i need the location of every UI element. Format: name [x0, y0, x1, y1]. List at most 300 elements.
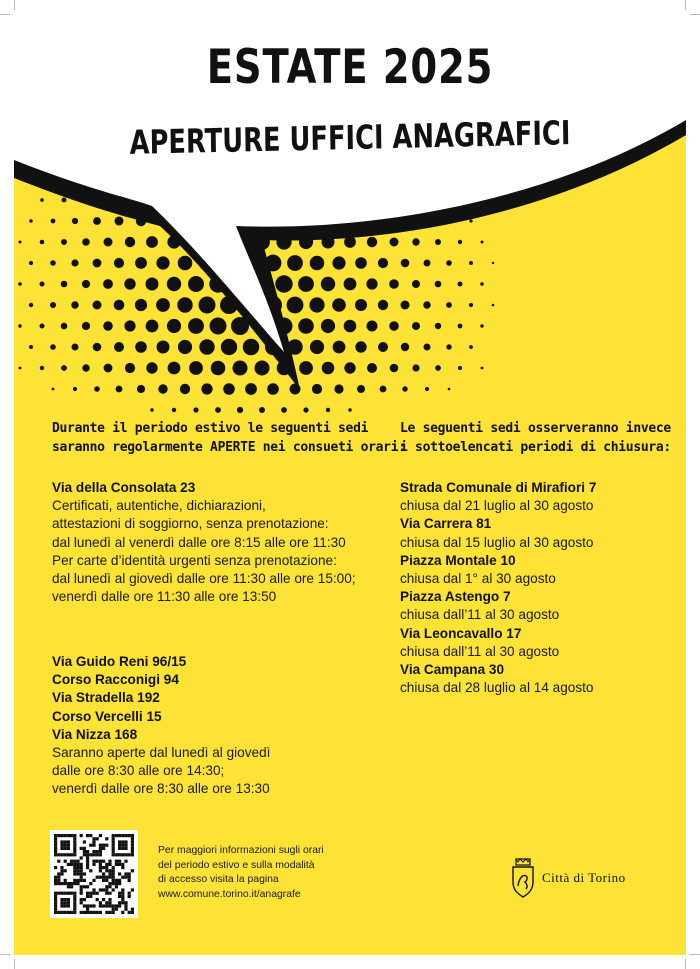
qr-module — [102, 898, 105, 901]
halftone-dot — [425, 387, 429, 391]
qr-module — [118, 895, 121, 898]
qr-module — [60, 844, 63, 847]
qr-module — [128, 892, 131, 895]
qr-module — [108, 876, 111, 879]
halftone-dot — [72, 344, 79, 351]
closed-office-period: chiusa dal 1° al 30 agosto — [400, 571, 556, 587]
qr-module — [76, 882, 79, 885]
halftone-dot — [389, 321, 399, 331]
qr-module — [64, 853, 67, 856]
qr-module — [112, 911, 115, 914]
halftone-dot — [193, 407, 198, 412]
qr-module — [70, 834, 73, 837]
halftone-dot — [199, 297, 216, 314]
qr-module — [80, 856, 83, 859]
qr-module — [60, 834, 63, 837]
halftone-dot — [332, 256, 345, 269]
halftone-dot — [412, 280, 420, 288]
halftone-dot — [104, 238, 113, 247]
qr-module — [118, 879, 121, 882]
qr-module — [80, 885, 83, 888]
qr-module — [115, 879, 118, 882]
qr-module — [102, 872, 105, 875]
qr-module — [92, 911, 95, 914]
halftone-dot — [40, 324, 45, 329]
halftone-dot — [435, 323, 441, 329]
halftone-dot — [93, 343, 102, 352]
halftone-dot — [29, 303, 33, 307]
office-detail: dalle ore 8:30 alle ore 14:30; — [52, 763, 225, 779]
qr-module — [76, 860, 79, 863]
qr-module — [124, 904, 127, 907]
halftone-dot — [287, 297, 304, 314]
qr-module — [54, 911, 57, 914]
qr-module — [83, 879, 86, 882]
info-line: del periodo estivo e sulla modalità — [158, 859, 315, 871]
qr-module — [60, 853, 63, 856]
qr-module — [89, 853, 92, 856]
qr-module — [121, 901, 124, 904]
qr-module — [128, 895, 131, 898]
qr-module — [57, 834, 60, 837]
qr-module — [92, 840, 95, 843]
halftone-dot — [322, 362, 335, 375]
qr-module — [67, 892, 70, 895]
halftone-dot — [367, 363, 377, 373]
halftone-dot — [303, 407, 308, 412]
qr-module — [86, 885, 89, 888]
qr-module — [124, 834, 127, 837]
qr-module — [89, 911, 92, 914]
qr-module — [86, 911, 89, 914]
qr-module — [80, 869, 83, 872]
info-text — [158, 844, 324, 902]
halftone-dot — [380, 386, 387, 393]
halftone-dot — [135, 257, 147, 269]
qr-module — [64, 901, 67, 904]
qr-module — [118, 901, 121, 904]
qr-module — [108, 892, 111, 895]
qr-module — [92, 850, 95, 853]
halftone-dot — [50, 344, 56, 350]
qr-module — [86, 908, 89, 911]
halftone-dot — [115, 217, 124, 226]
qr-module — [96, 837, 99, 840]
qr-module — [80, 866, 83, 869]
qr-module — [73, 850, 76, 853]
qr-module — [86, 834, 89, 837]
halftone-dot — [93, 301, 102, 310]
intro-line: i sottoelencati periodi di chiusura: — [400, 440, 671, 455]
qr-module — [80, 834, 83, 837]
halftone-dot — [114, 342, 124, 352]
qr-module — [73, 895, 76, 898]
halftone-dot — [321, 277, 335, 291]
qr-module — [60, 866, 63, 869]
qr-module — [105, 876, 108, 879]
halftone-dot — [210, 318, 227, 335]
halftone-dot — [215, 407, 221, 413]
qr-module — [54, 840, 57, 843]
qr-module — [83, 904, 86, 907]
qr-module — [124, 908, 127, 911]
halftone-dot — [390, 364, 399, 373]
qr-module — [54, 895, 57, 898]
qr-module — [112, 879, 115, 882]
halftone-dot — [378, 342, 388, 352]
qr-module — [73, 853, 76, 856]
qr-module — [73, 860, 76, 863]
qr-module — [89, 895, 92, 898]
qr-module — [83, 853, 86, 856]
qr-module — [73, 892, 76, 895]
qr-module — [124, 872, 127, 875]
halftone-dot — [82, 238, 90, 246]
halftone-dot — [158, 384, 167, 393]
qr-module — [86, 904, 89, 907]
halftone-dot — [435, 281, 442, 288]
qr-module — [67, 840, 70, 843]
qr-module — [73, 898, 76, 901]
qr-module — [105, 885, 108, 888]
qr-module — [115, 853, 118, 856]
halftone-dot — [82, 280, 90, 288]
qr-module — [76, 863, 79, 866]
qr-module — [112, 872, 115, 875]
qr-module — [102, 904, 105, 907]
qr-module — [118, 892, 121, 895]
qr-module — [76, 879, 79, 882]
halftone-dot — [137, 385, 145, 393]
halftone-dot — [355, 299, 367, 311]
qr-module — [73, 879, 76, 882]
qr-module — [83, 885, 86, 888]
qr-module — [64, 840, 67, 843]
qr-module — [57, 879, 60, 882]
halftone-dot — [355, 341, 366, 352]
closed-office-name: Strada Comunale di Mirafiori 7 — [400, 480, 597, 495]
qr-module — [54, 879, 57, 882]
qr-module — [73, 837, 76, 840]
qr-module — [86, 863, 89, 866]
qr-module — [96, 860, 99, 863]
halftone-dot — [189, 361, 203, 375]
qr-module — [60, 872, 63, 875]
qr-module — [108, 885, 111, 888]
qr-module — [112, 837, 115, 840]
halftone-dot — [135, 299, 147, 311]
qr-module — [115, 863, 118, 866]
qr-module — [112, 853, 115, 856]
halftone-dot — [423, 301, 430, 308]
qr-module — [99, 853, 102, 856]
qr-module — [67, 847, 70, 850]
halftone-dot — [61, 239, 67, 245]
open-office-consolata — [52, 479, 356, 606]
qr-module — [54, 837, 57, 840]
halftone-dot — [18, 282, 22, 286]
halftone-dot — [178, 256, 193, 271]
qr-module — [80, 876, 83, 879]
halftone-dot — [310, 340, 324, 354]
qr-module — [99, 876, 102, 879]
halftone-dot — [178, 340, 192, 354]
halftone-dot — [310, 256, 325, 271]
halftone-dot — [348, 408, 351, 411]
qr-module — [60, 882, 63, 885]
qr-module — [105, 911, 108, 914]
poster-subtitle: APERTURE UFFICI ANAGRAFICI — [129, 113, 571, 162]
qr-module — [80, 898, 83, 901]
qr-module — [80, 872, 83, 875]
halftone-dot — [29, 219, 32, 222]
qr-module — [118, 844, 121, 847]
halftone-dot — [199, 339, 214, 354]
qr-module — [118, 840, 121, 843]
qr-module — [99, 901, 102, 904]
halftone-dot — [492, 262, 494, 264]
halftone-dot — [344, 362, 355, 373]
qr-module — [60, 911, 63, 914]
halftone-dot — [172, 408, 176, 412]
qr-module — [80, 863, 83, 866]
qr-module — [121, 888, 124, 891]
qr-module — [108, 898, 111, 901]
halftone-dot — [446, 302, 452, 308]
qr-module — [131, 908, 134, 911]
qr-module — [124, 844, 127, 847]
qr-module — [73, 904, 76, 907]
qr-module — [67, 911, 70, 914]
halftone-dot — [167, 319, 181, 333]
qr-module — [108, 901, 111, 904]
qr-module — [92, 892, 95, 895]
halftone-dot — [156, 298, 170, 312]
halftone-dot — [116, 386, 123, 393]
qr-module — [112, 882, 115, 885]
qr-module — [73, 901, 76, 904]
qr-module — [112, 844, 115, 847]
qr-module — [83, 840, 86, 843]
halftone-dot — [378, 258, 388, 268]
halftone-dot — [309, 297, 324, 312]
halftone-dot — [402, 386, 407, 391]
office-detail: Per carte d’identità urgenti senza prenotazione: — [52, 552, 337, 568]
qr-module — [121, 847, 124, 850]
qr-module — [99, 850, 102, 853]
intro-line: Durante il periodo estivo le seguenti sedi — [52, 421, 369, 436]
halftone-dot — [82, 322, 90, 330]
halftone-dot — [469, 303, 473, 307]
closed-office-period: chiusa dall’11 al 30 agosto — [400, 643, 560, 659]
qr-module — [80, 892, 83, 895]
qr-module — [76, 866, 79, 869]
halftone-dot — [233, 361, 248, 376]
qr-module — [60, 898, 63, 901]
qr-module — [57, 853, 60, 856]
qr-module — [54, 876, 57, 879]
halftone-dot — [61, 281, 68, 288]
halftone-dot — [156, 256, 169, 269]
qr-module — [124, 847, 127, 850]
halftone-dot — [61, 365, 67, 371]
qr-module — [118, 847, 121, 850]
halftone-dot — [50, 302, 56, 308]
halftone-dot — [287, 255, 303, 271]
closed-office-period: chiusa dal 28 luglio al 14 agosto — [400, 680, 594, 696]
qr-module — [54, 901, 57, 904]
qr-module — [108, 872, 111, 875]
qr-module — [64, 879, 67, 882]
qr-module — [80, 911, 83, 914]
intro-closed-offices — [400, 419, 671, 457]
halftone-dot — [146, 236, 158, 248]
qr-module — [112, 876, 115, 879]
qr-module — [105, 844, 108, 847]
halftone-dot — [312, 384, 322, 394]
halftone-dot — [344, 278, 357, 291]
intro-line: saranno regolarmente APERTE nei consueti orari: — [52, 440, 406, 455]
qr-module — [121, 844, 124, 847]
qr-module — [64, 869, 67, 872]
qr-module — [92, 837, 95, 840]
halftone-dot — [334, 384, 343, 393]
closed-office-name: Via Carrera 81 — [400, 516, 492, 532]
halftone-dot — [326, 408, 330, 412]
halftone-dot — [255, 361, 270, 376]
halftone-dot — [150, 408, 153, 411]
halftone-dot — [401, 301, 410, 310]
qr-module — [89, 892, 92, 895]
qr-module — [60, 840, 63, 843]
qr-module — [112, 850, 115, 853]
halftone-dot — [333, 341, 346, 354]
qr-module — [54, 882, 57, 885]
qr-module — [112, 904, 115, 907]
qr-module — [92, 904, 95, 907]
qr-module — [112, 840, 115, 843]
halftone-dot — [469, 345, 473, 349]
qr-module — [54, 850, 57, 853]
qr-module — [70, 885, 73, 888]
qr-module — [73, 869, 76, 872]
qr-module — [73, 908, 76, 911]
qr-module — [73, 847, 76, 850]
halftone-dot — [458, 282, 463, 287]
closed-office-name: Piazza Astengo 7 — [400, 589, 511, 605]
halftone-dot — [446, 344, 451, 349]
halftone-dot — [93, 217, 101, 225]
qr-module — [86, 895, 89, 898]
qr-module — [131, 911, 134, 914]
halftone-dot — [367, 237, 377, 247]
halftone-dot — [177, 297, 192, 312]
qr-module — [73, 866, 76, 869]
halftone-dot — [480, 324, 483, 327]
qr-code[interactable] — [50, 830, 138, 918]
halftone-dot — [245, 383, 257, 395]
halftone-dot — [481, 367, 484, 370]
closed-office-period: chiusa dal 21 luglio al 30 agosto — [400, 498, 594, 514]
qr-module — [96, 892, 99, 895]
qr-module — [73, 872, 76, 875]
qr-module — [64, 882, 67, 885]
halftone-dot — [367, 321, 378, 332]
halftone-dot — [435, 239, 441, 245]
qr-module — [102, 844, 105, 847]
qr-module — [128, 853, 131, 856]
qr-module — [118, 872, 121, 875]
qr-module — [70, 882, 73, 885]
qr-module — [121, 898, 124, 901]
qr-module — [115, 885, 118, 888]
qr-module — [57, 911, 60, 914]
qr-module — [83, 911, 86, 914]
qr-module — [57, 892, 60, 895]
halftone-dot — [458, 366, 462, 370]
qr-module — [99, 847, 102, 850]
halftone-dot — [114, 258, 124, 268]
qr-module — [60, 869, 63, 872]
halftone-dot — [188, 318, 204, 334]
qr-module — [112, 908, 115, 911]
qr-module — [124, 853, 127, 856]
halftone-dot — [424, 344, 431, 351]
info-link[interactable]: www.comune.torino.it/anagrafe — [158, 888, 301, 900]
qr-module — [54, 853, 57, 856]
office-name: Via Nizza 168 — [52, 726, 138, 742]
qr-module — [67, 882, 70, 885]
qr-module — [76, 872, 79, 875]
logo-text: Città di Torino — [542, 870, 626, 885]
halftone-dot — [458, 240, 462, 244]
qr-module — [124, 840, 127, 843]
qr-module — [112, 888, 115, 891]
halftone-dot — [18, 324, 21, 327]
qr-module — [118, 860, 121, 863]
halftone-dot — [448, 388, 451, 391]
halftone-dot — [299, 361, 313, 375]
qr-module — [99, 866, 102, 869]
halftone-dot — [29, 261, 33, 265]
info-line: Per maggiori informazioni sugli orari — [158, 845, 324, 856]
halftone-dot — [103, 321, 113, 331]
qr-module — [80, 879, 83, 882]
qr-module — [60, 847, 63, 850]
qr-module — [124, 901, 127, 904]
office-detail: venerdì dalle ore 8:30 alle ore 13:30 — [52, 781, 270, 797]
closed-office-name: Piazza Montale 10 — [400, 552, 516, 568]
qr-module — [118, 834, 121, 837]
halftone-dot — [321, 319, 335, 333]
qr-module — [92, 853, 95, 856]
qr-module — [67, 853, 70, 856]
qr-module — [83, 898, 86, 901]
qr-module — [99, 844, 102, 847]
qr-module — [70, 863, 73, 866]
halftone-dot — [412, 364, 419, 371]
qr-module — [115, 834, 118, 837]
qr-module — [67, 901, 70, 904]
office-name: Via Guido Reni 96/15 — [52, 654, 187, 669]
qr-module — [54, 866, 57, 869]
qr-module — [96, 876, 99, 879]
halftone-dot — [29, 345, 33, 349]
qr-module — [121, 863, 124, 866]
city-crest-icon — [510, 858, 536, 898]
qr-module — [86, 856, 89, 859]
halftone-dot — [401, 343, 409, 351]
